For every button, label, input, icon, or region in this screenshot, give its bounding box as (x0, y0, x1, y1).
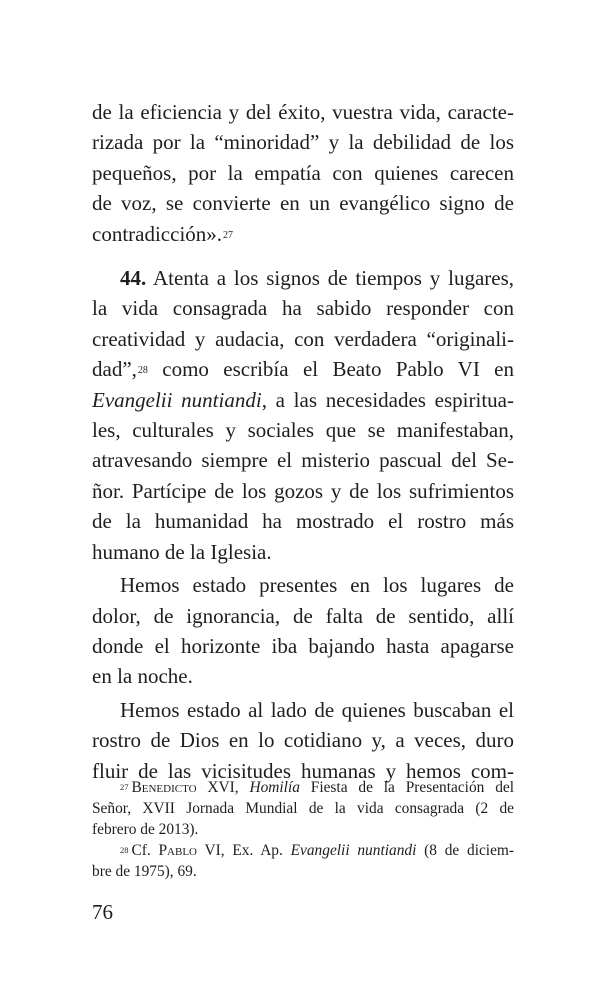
text-segment: Fiesta de la Presentación del (299, 779, 514, 796)
body-text (92, 97, 514, 786)
paragraph-continuation (92, 97, 514, 249)
text-line (92, 385, 514, 415)
text-line: Hemos estado al lado de quienes buscaban el (120, 697, 514, 722)
italic-title: Evangelii nuntiandi (290, 842, 417, 859)
text-segment: (8 de diciem- (416, 842, 515, 859)
page-number: 76 (92, 900, 113, 924)
footnote-line: Señor, XVII Jornada Mundial de la vida consagrada (2 de (92, 800, 514, 817)
text-line: dolor, de ignorancia, de falta de sentido, allí (92, 603, 514, 628)
text-line: creatividad y audacia, con verdadera “originali- (92, 326, 514, 351)
footnote-27 (92, 777, 514, 840)
text-line: de la eficiencia y del éxito, vuestra vida, caracte- (92, 100, 514, 124)
text-line: la vida consagrada ha sabido responder con (92, 296, 514, 321)
text-line: de la humanidad ha mostrado el rostro más (92, 509, 514, 534)
text-line: ñor. Partícipe de los gozos y de los sufrimientos (92, 478, 514, 503)
text-line: pequeños, por la empatía con quienes carecen (92, 160, 514, 185)
text-line: rostro de Dios en lo cotidiano y, a veces, duro (92, 728, 514, 753)
footnote-author: Pablo (158, 842, 198, 859)
text-segment: , a las necesidades espiritua- (261, 387, 514, 412)
text-line: rizada por la “minoridad” y la debilidad de los (92, 130, 514, 155)
text-line: fluir de las vicisitudes humanas y hemos com- (92, 758, 514, 783)
footnote-line (92, 777, 514, 798)
text-line: les, culturales y sociales que se manifestaban, (92, 418, 514, 443)
footnotes (92, 777, 514, 882)
paragraph-presentes (92, 570, 514, 692)
paragraph-number: 44. (120, 266, 147, 291)
text-segment: dad”, (92, 357, 137, 382)
footnote-ref: 28 (137, 365, 148, 377)
footnote-28 (92, 840, 514, 882)
text-line (92, 219, 514, 249)
paragraph-al-lado (92, 695, 514, 786)
text-line: humano de la Iglesia. (92, 539, 272, 564)
footnote-author: Benedicto (131, 779, 197, 796)
text-line (92, 354, 514, 384)
text-segment: como escribía el Beato Pablo VI en (147, 357, 514, 382)
text-line (92, 263, 514, 293)
footnote-line: bre de 1975), 69. (92, 863, 197, 880)
text-line: de voz, se convierte en un evangélico signo de (92, 191, 514, 216)
text-segment: contradicción». (92, 221, 223, 246)
footnote-number: 27 (120, 782, 129, 792)
footnote-line (92, 840, 514, 861)
text-segment: Cf. (131, 842, 159, 859)
text-segment: VI, Ex. Ap. (197, 842, 291, 859)
italic-title: Homilía (249, 779, 300, 796)
text-line: en la noche. (92, 664, 193, 689)
text-segment: XVI, (196, 779, 250, 796)
text-segment: Atenta a los signos de tiempos y lugares, (152, 266, 514, 291)
footnote-number: 28 (120, 845, 129, 855)
text-line: Hemos estado presentes en los lugares de (120, 573, 514, 598)
footnote-line: febrero de 2013). (92, 821, 199, 838)
text-line: donde el horizonte iba bajando hasta apagarse (92, 633, 514, 658)
italic-title: Evangelii nuntiandi (92, 387, 262, 412)
paragraph-44 (92, 263, 514, 567)
text-line: atravesando siempre el misterio pascual del Se- (92, 448, 514, 473)
footnote-ref: 27 (223, 229, 234, 241)
